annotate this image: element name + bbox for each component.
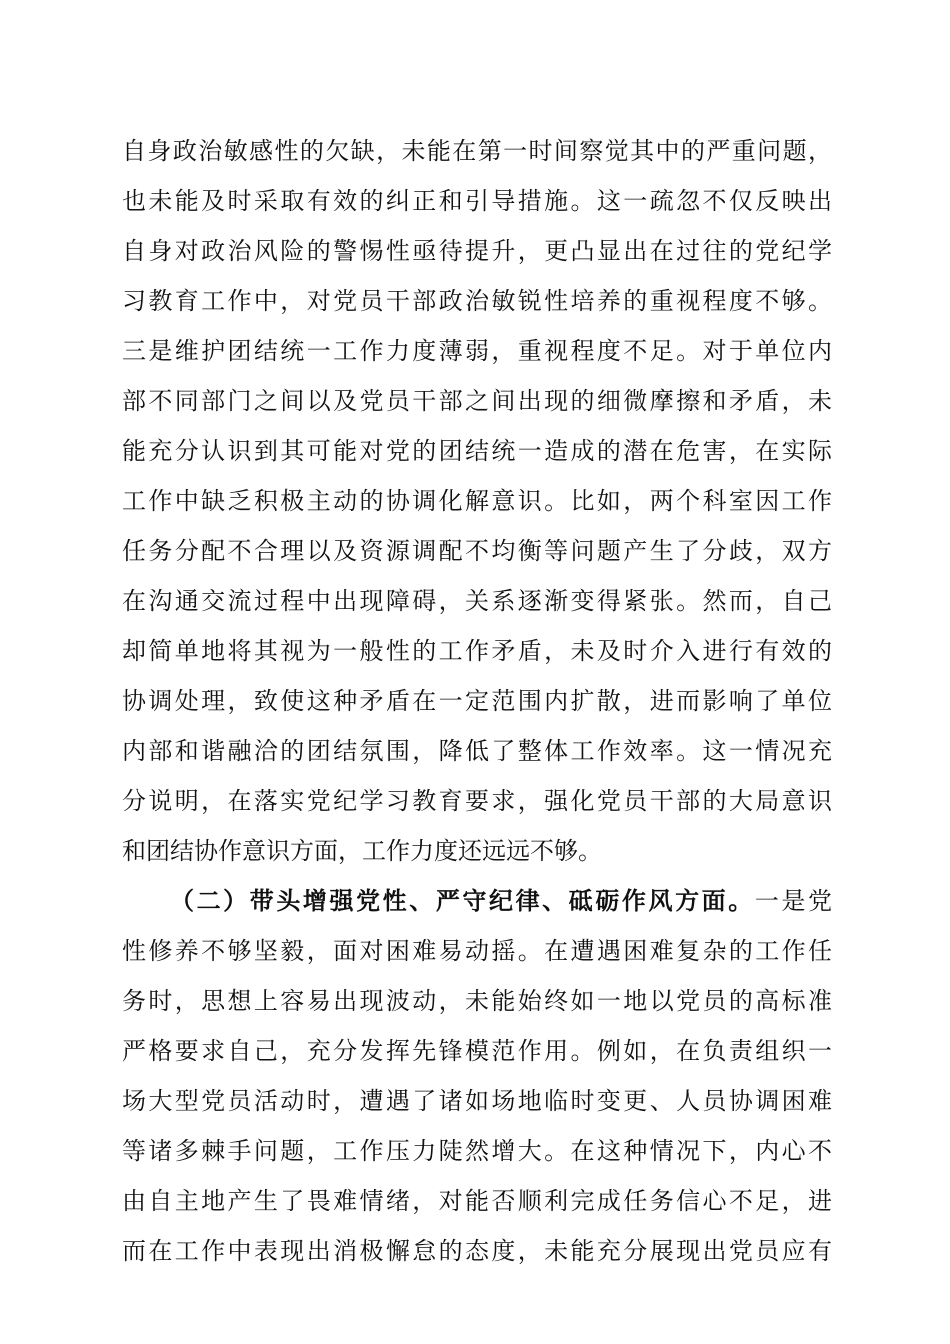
- document-body: [122, 126, 832, 1276]
- paragraph-3: [122, 876, 832, 1276]
- text-line: 由自主地产生了畏难情绪，对能否顺利完成任务信心不足，进: [122, 1187, 832, 1215]
- heading-line-rest: 一是党: [754, 887, 833, 915]
- text-line: 习教育工作中，对党员干部政治敏锐性培养的重视程度不够。: [122, 287, 832, 315]
- text-line: 三是维护团结统一工作力度薄弱，重视程度不足。对于单位内: [122, 337, 832, 365]
- text-line: 而在工作中表现出消极懈怠的态度，未能充分展现出党员应有: [122, 1237, 832, 1265]
- text-line: 工作中缺乏积极主动的协调化解意识。比如，两个科室因工作: [122, 487, 832, 515]
- paragraph-1: [122, 126, 832, 326]
- text-line: 任务分配不合理以及资源调配不均衡等问题产生了分歧，双方: [122, 537, 832, 565]
- text-line: 协调处理，致使这种矛盾在一定范围内扩散，进而影响了单位: [122, 687, 832, 715]
- text-line: 自身政治敏感性的欠缺，未能在第一时间察觉其中的严重问题，: [122, 137, 832, 165]
- text-line: 部不同部门之间以及党员干部之间出现的细微摩擦和矛盾，未: [122, 387, 832, 415]
- paragraph-2: [122, 326, 832, 876]
- text-line: 也未能及时采取有效的纠正和引导措施。这一疏忽不仅反映出: [122, 187, 832, 215]
- text-line: 分说明，在落实党纪学习教育要求，强化党员干部的大局意识: [122, 787, 832, 815]
- text-line: 自身对政治风险的警惕性亟待提升，更凸显出在过往的党纪学: [122, 237, 832, 265]
- text-line: 严格要求自己，充分发挥先锋模范作用。例如，在负责组织一: [122, 1037, 832, 1065]
- text-line: 等诸多棘手问题，工作压力陡然增大。在这种情况下，内心不: [122, 1137, 832, 1165]
- text-line: 却简单地将其视为一般性的工作矛盾，未及时介入进行有效的: [122, 637, 832, 665]
- text-line: 内部和谐融洽的团结氛围，降低了整体工作效率。这一情况充: [122, 737, 832, 765]
- text-line: 务时，思想上容易出现波动，未能始终如一地以党员的高标准: [122, 987, 832, 1015]
- text-line: 和团结协作意识方面，工作力度还远远不够。: [122, 837, 602, 865]
- text-line: 性修养不够坚毅，面对困难易动摇。在遭遇困难复杂的工作任: [122, 937, 832, 965]
- text-line: 在沟通交流过程中出现障碍，关系逐渐变得紧张。然而，自己: [122, 587, 832, 615]
- section-heading: （二）带头增强党性、严守纪律、砥砺作风方面。: [170, 886, 755, 915]
- text-line: 场大型党员活动时，遭遇了诸如场地临时变更、人员协调困难: [122, 1087, 832, 1115]
- text-line: 能充分认识到其可能对党的团结统一造成的潜在危害，在实际: [122, 437, 832, 465]
- text-line: [122, 876, 832, 926]
